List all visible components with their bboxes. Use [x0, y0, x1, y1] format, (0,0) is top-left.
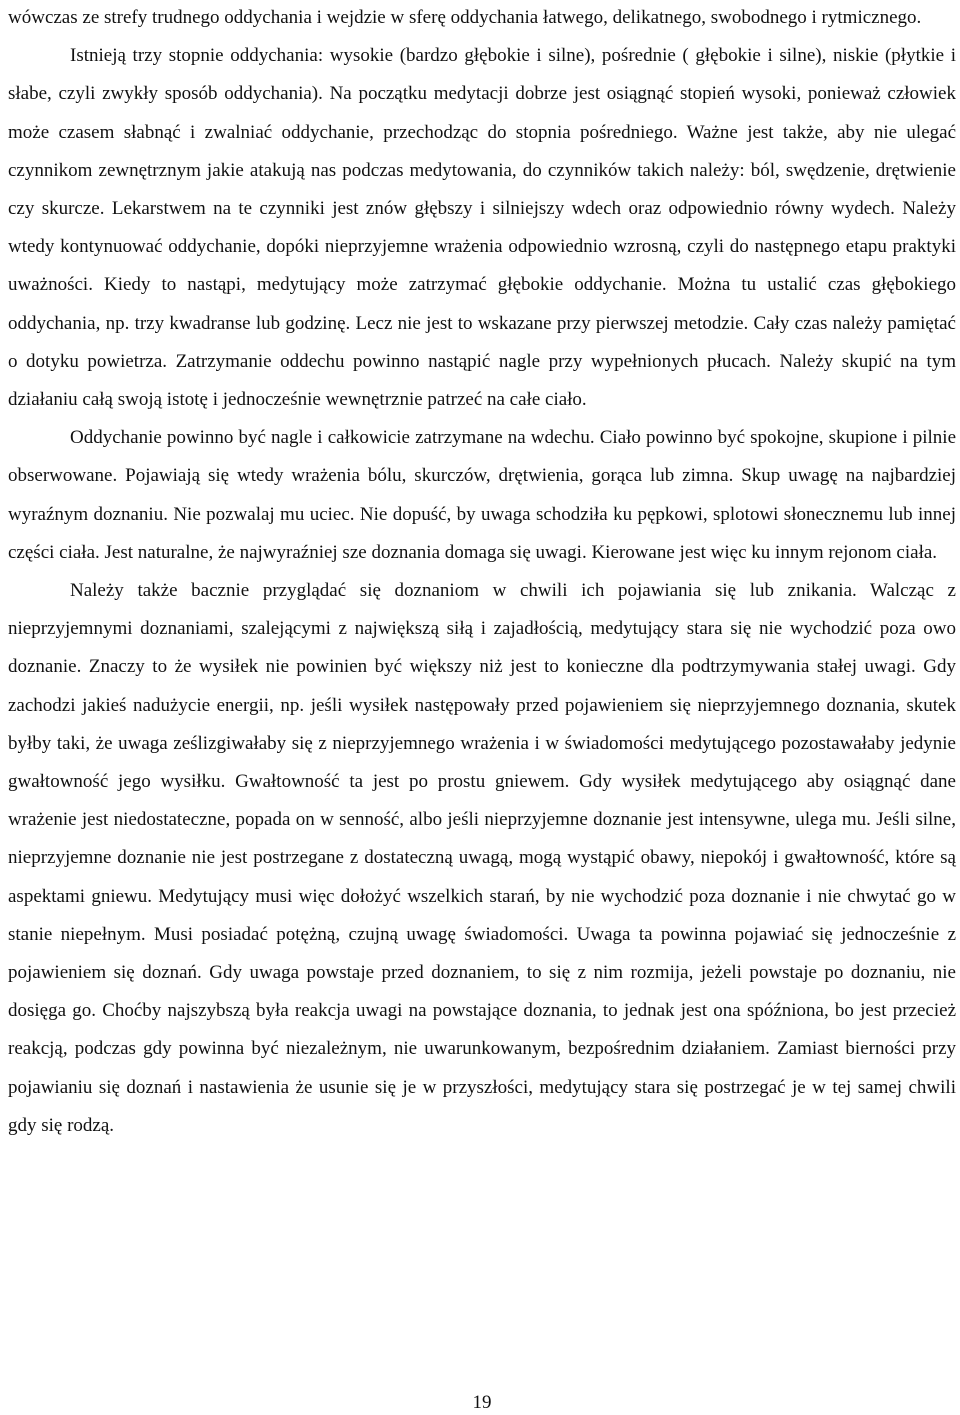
page-number: 19: [472, 1392, 492, 1413]
paragraph-continuation: wówczas ze strefy trudnego oddychania i wejdzie w sferę oddychania łatwego, delikatnego, swobodnego i rytmicznego.: [8, 7, 922, 28]
body-text: [8, 0, 956, 1145]
paragraph-breath-holding: Oddychanie powinno być nagle i całkowicie zatrzymane na wdechu. Ciało powinno być spokojne, skupione i pilnie obserwowane. Pojawiają się wtedy wrażenia bólu, skurczów, drętwienia, gorąca lub zimna. Skup uwagę na najbardziej wyraźnym doznaniu. Nie pozwalaj mu uciec. Nie dopuść, by uwaga schodziła ku pępkowi, splotowi słonecznemu lub innej części ciała. Jest naturalne, że najwyraźniej sze doznania domaga się uwagi. Kierowane jest więc ku innym rejonom ciała.: [8, 427, 956, 563]
paragraph-breathing-stages: Istnieją trzy stopnie oddychania: wysokie (bardzo głębokie i silne), pośrednie ( głębokie i silne), niskie (płytkie i słabe, czyli zwykły sposób oddychania). Na początku medytacji dobrze jest osiągnąć stopień wysoki, ponieważ człowiek może czasem słabnąć i zwalniać oddychanie, przechodząc do stopnia pośredniego. Ważne jest także, aby nie ulegać czynnikom zewnętrznym jakie atakują nas podczas medytowania, do czynników takich należy: ból, swędzenie, drętwienie czy skurcze. Lekarstwem na te czynniki jest znów głębszy i silniejszy wdech oraz odpowiednio równy wydech. Należy wtedy kontynuować oddychanie, dopóki nieprzyjemne wrażenia odpowiednio wzrosną, czyli do następnego etapu praktyki uważności. Kiedy to nastąpi, medytujący może zatrzymać głębokie oddychanie. Można tu ustalić czas głębokiego oddychania, np. trzy kwadranse lub godzinę. Lecz nie jest to wskazane przy pierwszej metodzie. Cały czas należy pamiętać o dotyku powietrza. Zatrzymanie oddechu powinno nastąpić nagle przy wypełnionych płucach. Należy skupić na tym działaniu całą swoją istotę i jednocześnie wewnętrznie patrzeć na całe ciało.: [8, 45, 956, 411]
paragraph-observing-sensations: Należy także bacznie przyglądać się doznaniom w chwili ich pojawiania się lub znikania. Walcząc z nieprzyjemnymi doznaniami, szalejącymi z największą siłą i zajadłością, medytujący stara się nie wychodzić poza owo doznanie. Znaczy to że wysiłek nie powinien być większy niż jest to konieczne dla podtrzymywania stałej uwagi. Gdy zachodzi jakieś nadużycie energii, np. jeśli wysiłek następowały przed pojawieniem się nieprzyjemnego doznania, skutek byłby taki, że uwaga ześlizgiwałaby się z nieprzyjemnego wrażenia i w świadomości medytującego pozostawałaby jedynie gwałtowność jego wysiłku. Gwałtowność ta jest po prostu gniewem. Gdy wysiłek medytującego aby osiągnąć dane wrażenie jest niedostateczne, popada on w senność, albo jeśli nieprzyjemne doznanie jest intensywne, ulega mu. Jeśli silne, nieprzyjemne doznanie nie jest postrzegane z dostateczną uwagą, mogą wystąpić obawy, niepokój i gwałtowność, które są aspektami gniewu. Medytujący musi więc dołożyć wszelkich starań, by nie wychodzić poza doznanie i nie chwytać go w stanie niepełnym. Musi posiadać potężną, czujną uwagę świadomości. Uwaga ta powinna pojawiać się jednocześnie z pojawieniem się doznań. Gdy uwaga powstaje przed doznaniem, to się z nim rozmija, jeżeli powstaje po doznaniu, nie dosięga go. Choćby najszybszą była reakcja uwagi na powstające doznania, to jednak jest ona spóźniona, bo jest przecież reakcją, podczas gdy powinna być niezależnym, nie uwarunkowanym, bezpośrednim działaniem. Zamiast bierności przy pojawianiu się doznań i nastawienia że usunie się je w przyszłości, medytujący stara się postrzegać je w tej samej chwili gdy się rodzą.: [8, 580, 956, 1136]
document-page: [8, 0, 956, 1415]
